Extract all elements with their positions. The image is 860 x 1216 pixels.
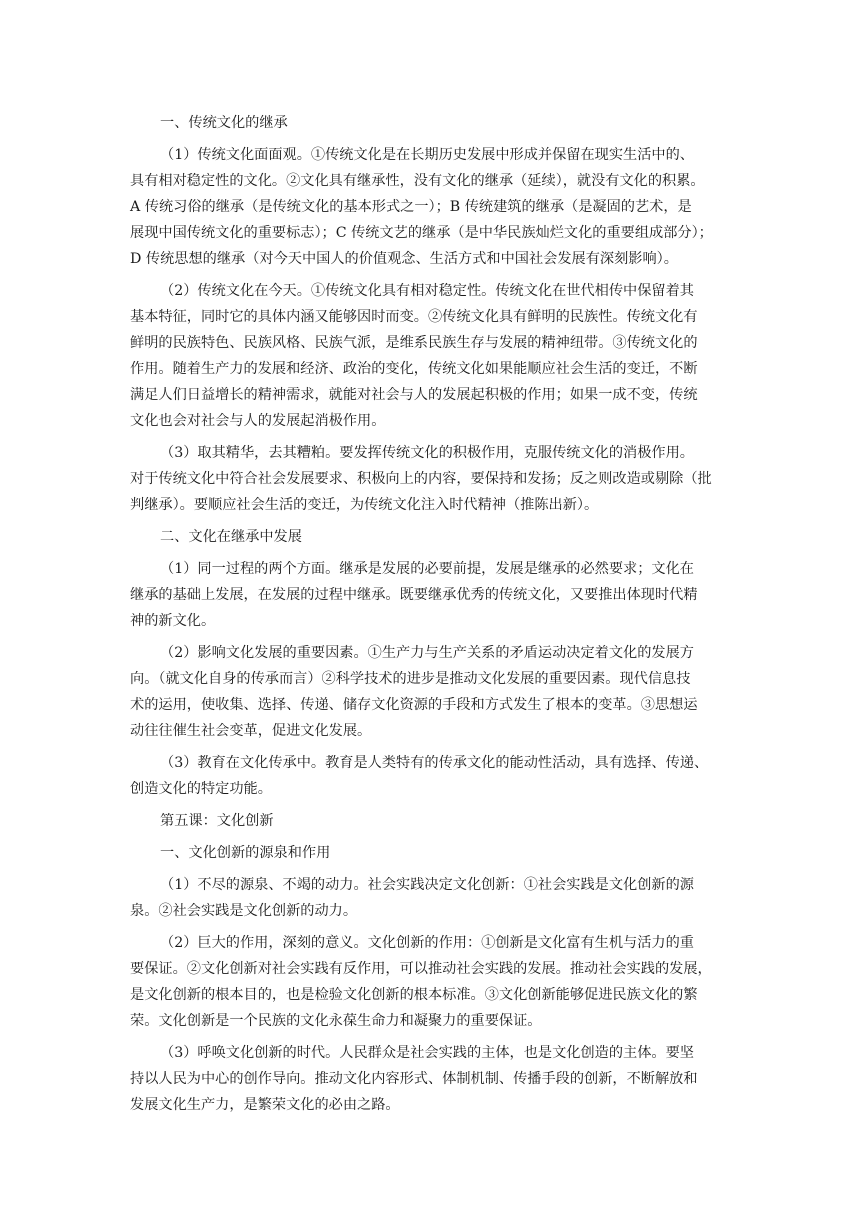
paragraph-line: （2）传统文化在今天。①传统文化具有相对稳定性。传统文化在世代相传中保留着其 <box>160 283 694 299</box>
heading-text: 二、文化在继承中发展 <box>160 529 302 545</box>
paragraph <box>130 930 730 1034</box>
paragraph-line: （1）同一过程的两个方面。继承是发展的必要前提，发展是继承的必然要求；文化在 <box>160 561 694 577</box>
section-heading <box>130 524 730 550</box>
paragraph-line: 展现中国传统文化的重要标志）；C 传统文艺的继承（是中华民族灿烂文化的重要组成部分）； <box>130 225 713 241</box>
heading-text: 一、文化创新的源泉和作用 <box>160 845 331 861</box>
paragraph-line: （3）呼唤文化创新的时代。人民群众是社会实践的主体，也是文化创造的主体。要坚 <box>160 1045 694 1061</box>
paragraph-line: 动往往催生社会变革，促进文化发展。 <box>130 723 372 739</box>
paragraph-line: 持以人民为中心的创作导向。推动文化内容形式、体制机制、传播手段的创新，不断解放和 <box>130 1071 698 1087</box>
heading-text: 第五课：文化创新 <box>160 813 274 829</box>
paragraph-line: （2）影响文化发展的重要因素。①生产力与生产关系的矛盾运动决定着文化的发展方 <box>160 645 694 661</box>
paragraph-line: 要保证。②文化创新对社会实践有反作用，可以推动社会实践的发展。推动社会实践的发展， <box>130 961 712 977</box>
paragraph-line: 荣。文化创新是一个民族的文化永葆生命力和凝聚力的重要保证。 <box>130 1013 542 1029</box>
paragraph-line: D 传统思想的继承（对今天中国人的价值观念、生活方式和中国社会发展有深刻影响）。 <box>130 251 678 267</box>
section-heading <box>130 110 730 136</box>
paragraph-line: 判继承）。要顺应社会生活的变迁，为传统文化注入时代精神（推陈出新）。 <box>130 497 599 513</box>
paragraph-line: 作用。随着生产力的发展和经济、政治的变化，传统文化如果能顺应社会生活的变迁，不断 <box>130 361 698 377</box>
paragraph <box>130 640 730 744</box>
paragraph-line: （1）不尽的源泉、不竭的动力。社会实践决定文化创新：①社会实践是文化创新的源 <box>160 877 694 893</box>
paragraph-line: 鲜明的民族特色、民族风格、民族气派，是维系民族生存与发展的精神纽带。③传统文化的 <box>130 335 698 351</box>
paragraph-line: 术的运用，使收集、选择、传递、储存文化资源的手段和方式发生了根本的变革。③思想运 <box>130 697 698 713</box>
paragraph-line: 具有相对稳定性的文化。②文化具有继承性，没有文化的继承（延续），就没有文化的积累。 <box>130 173 705 189</box>
paragraph-line: 泉。②社会实践是文化创新的动力。 <box>130 903 358 919</box>
section-heading <box>130 840 730 866</box>
paragraph <box>130 278 730 434</box>
paragraph-line: 满足人们日益增长的精神需求，就能对社会与人的发展起积极的作用；如果一成不变，传统 <box>130 387 698 403</box>
paragraph-line: 神的新文化。 <box>130 613 216 629</box>
paragraph-line: 继承的基础上发展，在发展的过程中继承。既要继承优秀的传统文化，又要推出体现时代精 <box>130 587 698 603</box>
paragraph <box>130 556 730 634</box>
paragraph <box>130 142 730 272</box>
paragraph-line: （3）教育在文化传承中。教育是人类特有的传承文化的能动性活动，具有选择、传递、 <box>160 755 709 771</box>
paragraph-line: 是文化创新的根本目的，也是检验文化创新的根本标准。③文化创新能够促进民族文化的繁 <box>130 987 698 1003</box>
paragraph-line: 发展文化生产力，是繁荣文化的必由之路。 <box>130 1097 400 1113</box>
heading-text: 一、传统文化的继承 <box>160 115 288 131</box>
paragraph-line: 对于传统文化中符合社会发展要求、积极向上的内容，要保持和发扬；反之则改造或剔除（批 <box>130 471 712 487</box>
section-heading <box>130 808 730 834</box>
paragraph-line: A 传统习俗的继承（是传统文化的基本形式之一）；B 传统建筑的继承（是凝固的艺术，是 <box>130 199 692 215</box>
paragraph-line: （1）传统文化面面观。①传统文化是在长期历史发展中形成并保留在现实生活中的、 <box>160 147 694 163</box>
paragraph <box>130 1040 730 1118</box>
paragraph <box>130 750 730 802</box>
paragraph-line: 向。（就文化自身的传承而言）②科学技术的进步是推动文化发展的重要因素。现代信息技 <box>130 671 691 687</box>
paragraph-line: 创造文化的特定功能。 <box>130 781 272 797</box>
paragraph-line: （3）取其精华，去其糟粕。要发挥传统文化的积极作用，克服传统文化的消极作用。 <box>160 445 694 461</box>
document-page <box>130 110 730 1124</box>
paragraph <box>130 440 730 518</box>
paragraph-line: （2）巨大的作用，深刻的意义。文化创新的作用：①创新是文化富有生机与活力的重 <box>160 935 694 951</box>
paragraph <box>130 872 730 924</box>
paragraph-line: 文化也会对社会与人的发展起消极作用。 <box>130 413 386 429</box>
paragraph-line: 基本特征，同时它的具体内涵又能够因时而变。②传统文化具有鲜明的民族性。传统文化有 <box>130 309 698 325</box>
